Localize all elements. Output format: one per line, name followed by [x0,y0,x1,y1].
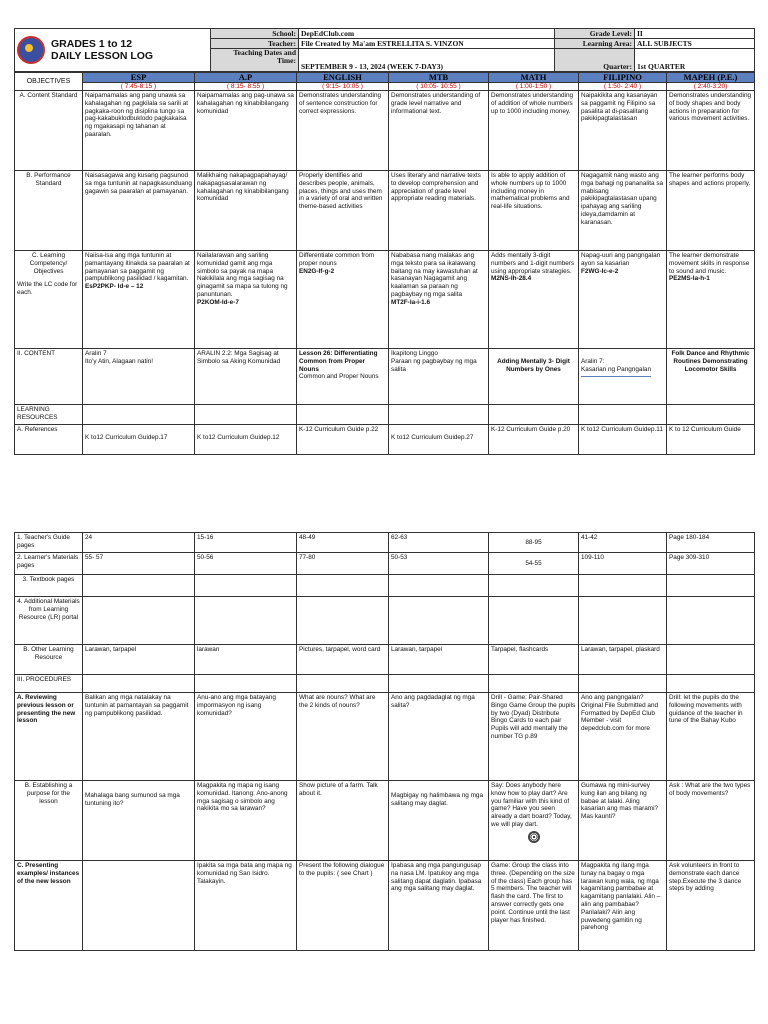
teachers-guide-cell: 88-95 [489,533,579,553]
establishing-cell [489,781,579,861]
header-table [14,28,755,72]
time-filipino: ( 1:50- 2:40 ) [579,83,667,91]
competency-cell [667,251,755,349]
presenting-cell: Ipakita sa mga bata ang mapa ng komunidad ng San Isidro. Talakayin. [195,861,297,951]
establishing-cell [389,781,489,861]
performance-standard-cell: Malikhaing nakapagpapahayag/ nakapagsasalarawan ng kahalagahan ng kinabibilangang komunidad [195,171,297,251]
competency-label-note: Write the LC code for each. [17,281,78,297]
establishing-cell: Show picture of a farm. Talk about it. [297,781,389,861]
content-cell [297,349,389,405]
empty-cell [579,675,667,693]
establishing-cell: Magpakita ng mapa ng isang komunidad. Itanong: Ano-anong mga sagisag o simbolo ang nakikita mo sa larawan? [195,781,297,861]
empty-cell [297,675,389,693]
empty-cell [389,575,489,597]
competency-text: The learner demonstrate movement skills in response to sound and music. [669,252,750,275]
presenting-label: C. Presenting examples/ instances of the new lesson [15,861,83,951]
learners-materials-cell: 50-53 [389,553,489,575]
empty-cell [667,575,755,597]
lc-code: P2KOM-Id-e-7 [197,298,239,306]
empty-cell [195,575,297,597]
learners-materials-cell: 54-55 [489,553,579,575]
performance-standard-cell: Properly identifies and describes people, animals, places, things and uses them in a variety of oral and written theme-based activities [297,171,389,251]
references-cell [389,425,489,455]
content-title: Lesson 26: Differentiating Common from Proper Nouns [299,350,378,373]
teachers-guide-cell: 62-63 [389,533,489,553]
presenting-cell: Magpakita ng ilang mga tunay na bagay o mga larawan kung wala, ng mga kagamitang pambabae at kagamitang panlalaki. Alin –alin ang pambabae? Panlalaki? Alin ang puwedeng gamitin ng parehong [579,861,667,951]
reviewing-cell: Drill - Game: Pair-Shared Bingo Game Group the pupils by two (Dyad) Distribute Bingo Cards to each pair Pupils will add mentally the number TG p.89 [489,693,579,781]
other-resources-cell: Pictures, tarpapel, word card [297,645,389,675]
school-label: School: [211,29,299,39]
reviewing-cell: Ano ang pagdadaglat ng mga salita? [389,693,489,781]
empty-cell [195,675,297,693]
reviewing-cell: Balikan ang mga natalakay na tuntunin at pamantayan sa paggamit ng pampublikong pasilidad. [83,693,195,781]
establishing-text: Say: Does anybody here know how to play dart? Are you familiar with this kind of game? Have you seen already a dart board? Today, we will play dart. [491,782,572,828]
area-value: ALL SUBJECTS [635,39,755,49]
empty-cell [389,405,489,425]
empty-cell [297,597,389,645]
competency-cell [83,251,195,349]
empty-cell [489,675,579,693]
dartboard-icon [528,831,540,843]
content-cell [195,349,297,405]
empty-cell [579,575,667,597]
teachers-guide-cell: Page 180-184 [667,533,755,553]
title-block [15,29,211,72]
teachers-guide-cell: 41-42 [579,533,667,553]
empty-cell [667,675,755,693]
other-resources-cell: Larawan, tarpapel [83,645,195,675]
content-title: Folk Dance and Rhythmic Routines Demonstrating Locomotor Skills [671,350,750,373]
content-body: Paraan ng pagbaybay ng mga salita [391,357,477,373]
other-resources-cell: Tarpapel, flashcards [489,645,579,675]
quarter-label: Quarter: [555,49,635,72]
empty-cell [389,675,489,693]
subject-math: MATH [489,73,579,83]
references-cell: K to 12 Curriculum Guide [667,425,755,455]
content-body: Kasarian ng Pangngalan [581,365,651,373]
references-cell [83,425,195,455]
empty-cell [489,575,579,597]
empty-cell [667,597,755,645]
establishing-text: Mahalaga bang sumunod sa mga tuntuning ito? [85,792,180,807]
empty-cell [83,405,195,425]
teachers-guide-cell: 24 [83,533,195,553]
title-line1: GRADES 1 to 12 [51,38,133,50]
establishing-cell [83,781,195,861]
competency-text: Adds mentally 3-digit numbers and 1-digit numbers using appropriate strategies. [491,252,575,275]
content-title: Ikapitong Linggo [391,350,438,357]
school-value: DepEdClub.com [299,29,555,39]
content-cell [389,349,489,405]
teacher-value: File Created by Ma'am ESTRELLITA S. VINZON [299,39,555,49]
empty-cell [195,405,297,425]
content-label: II. CONTENT [15,349,83,405]
references-cell: K-12 Curriculum Guide p.20 [489,425,579,455]
other-resources-cell [667,645,755,675]
presenting-cell: Game: Group the class into three. (Depending on the size of the class) Each group has 5 members. The teacher will flash the card. The first to answer correctly gets one point. Continue until the last player has finished. [489,861,579,951]
content-standard-cell: Naipakikita ang kasanayan sa paggamit ng Filipino sa pasalita at di-pasalitang pakikipagtalastasan [579,91,667,171]
content-title: Adding Mentally 3- Digit Numbers by Ones [497,358,570,373]
empty-cell [83,597,195,645]
grade-value: II [635,29,755,39]
other-resources-cell: Larawan, tarpapel, plaskard [579,645,667,675]
time-mtb: ( 10:05- 10:55 ) [389,83,489,91]
content-body: Ito'y Atin, Alagaan natin! [85,357,154,365]
competency-cell [297,251,389,349]
content-standard-cell: Demonstrates understanding of body shapes and body actions in preparation for various movement activities. [667,91,755,171]
teachers-guide-cell: 15-16 [195,533,297,553]
references-text: K to12 Curriculum Guidep.27 [391,434,474,441]
time-ap: ( 8:15- 8:55 ) [195,83,297,91]
learners-materials-cell: 77-80 [297,553,389,575]
learners-materials-cell: 55- 57 [83,553,195,575]
references-text: K to12 Curriculum Guidep.17 [85,434,168,441]
presenting-cell: Ask volunteers in front to demonstrate each dance step.Execute the 3 dance steps by adding [667,861,755,951]
competency-cell [489,251,579,349]
competency-label-main: C. Learning Competency/ Objectives [29,252,68,275]
competency-cell [579,251,667,349]
content-standard-cell: Demonstrates understanding of grade level narrative and informational text. [389,91,489,171]
time-esp: ( 7:45-8:15 ) [83,83,195,91]
establishing-text: Magbigay ng halimbawa ng mga salitang may daglat. [391,792,484,807]
learning-resources-label: LEARNING RESOURCES [15,405,83,425]
learners-materials-cell: 109-110 [579,553,667,575]
grade-label: Grade Level: [555,29,635,39]
area-label: Learning Area: [555,39,635,49]
empty-cell [489,597,579,645]
procedures-label: III. PROCEDURES [15,675,83,693]
performance-standard-cell: Uses literary and narrative texts to develop comprehension and appreciation of grade level appropriate reading materials. [389,171,489,251]
additional-materials-label: 4. Additional Materials from Learning Resource (LR) portal [15,597,83,645]
competency-cell [389,251,489,349]
competency-text: Naiisa-isa ang mga tuntunin at pamantayang itinakda sa paaralan at pamayanan sa paggamit ng pampublikong pasilidad / kagamitan. [85,252,190,283]
content-standard-cell: Demonstrates understanding of addition of whole numbers up to 1000 including money. [489,91,579,171]
content-standard-cell: Naipamamalas ang pang unawa sa kahalagahan ng pagkilala sa sarili at pagkaka-roon ng disiplina tungo sa pag-kakabuklodbuklodo pagkakaisa ng mgakasapi ng tahanan at paaralan. [83,91,195,171]
time-mapeh: ( 2:40-3:20) [667,83,755,91]
subject-english: ENGLISH [297,73,389,83]
presenting-cell: Present the following dialogue to the pupils: ( see Chart ) [297,861,389,951]
subject-mapeh: MAPEH (P.E.) [667,73,755,83]
content-cell [667,349,755,405]
other-resources-cell: larawan [195,645,297,675]
presenting-cell: Ipabasa ang mga pangungusap na nasa LM. Ipatukoy ang mga salitang dapat daglatin. Ipabasa ang mga salitang may daglat. [389,861,489,951]
learners-materials-cell: 50-56 [195,553,297,575]
performance-standard-label: B. Performance Standard [15,171,83,251]
competency-text: Napag-uuri ang pangngalan ayon sa kasarian [581,252,661,267]
empty-cell [195,597,297,645]
content-title: Aralin 7 [85,350,107,357]
lesson-table-page2 [14,532,755,951]
references-cell: K-12 Curriculum Guide p.22 [297,425,389,455]
learners-materials-cell: Page 309-310 [667,553,755,575]
deped-seal-icon [17,36,45,64]
presenting-cell [83,861,195,951]
quarter-value: 1st QUARTER [635,49,755,72]
other-resources-cell: Larawan, tarpapel [389,645,489,675]
content-cell [489,349,579,405]
competency-text: Nailalarawan ang sariling komunidad gamit ang mga simbolo sa payak na mapa Nakikilala ang mga sagisag na ginagamit sa mapa sa tulong ng panuntunan. [197,252,288,298]
lc-code: EN2G-If-g-2 [299,267,335,275]
content-title: Aralin 7: [581,358,605,365]
references-label: A. References [15,425,83,455]
empty-cell [579,597,667,645]
competency-text: Nababasa nang malakas ang mga teksto para sa ikalawang baitang na may kawastuhan at kasanayan Nagagamit ang kaalaman sa paraan ng pagbaybay ng mga salita [391,252,478,298]
other-resources-label: B. Other Learning Resource [15,645,83,675]
textbook-label: 3. Textbook pages [15,575,83,597]
empty-cell [297,405,389,425]
subject-ap: A.P [195,73,297,83]
performance-standard-cell: Naisasagawa ang kusang pagsunod sa mga tuntunin at napagkasunduang gagawin sa paaralan at pamayanan. [83,171,195,251]
content-cell [83,349,195,405]
establishing-cell: Ask : What are the two types of body movements? [667,781,755,861]
references-cell: K to12 Curriculum Guidep.11 [579,425,667,455]
lc-code: EsP2PKP- Id-e – 12 [85,283,144,291]
teachers-guide-cell: 48-49 [297,533,389,553]
empty-cell [389,597,489,645]
teacher-label: Teacher: [211,39,299,49]
teachers-guide-label: 1. Teacher's Guide pages [15,533,83,553]
content-standard-label: A. Content Standard [15,91,83,171]
empty-cell [667,405,755,425]
performance-standard-cell: Is able to apply addition of whole numbers up to 1000 including money in mathematical problems and real-life situations. [489,171,579,251]
content-standard-cell: Demonstrates understanding of sentence construction for correct expressions. [297,91,389,171]
content-cell [579,349,667,405]
competency-label [15,251,83,349]
establishing-cell: Gumawa ng mini-survey kung ilan ang bilang ng babae at lalaki. Aling kasarian ang mas marami? Mas kaunti? [579,781,667,861]
subject-esp: ESP [83,73,195,83]
reviewing-cell: Drill: let the pupils do the following movements with guidance of the teacher in tune of the Bahay Kubo [667,693,755,781]
lc-code: MT2F-Ia-i-1.6 [391,298,431,306]
time-math: ( 1:00-1:50 ) [489,83,579,91]
empty-cell [83,675,195,693]
competency-text: Differentiate common from proper nouns [299,252,375,267]
references-cell [195,425,297,455]
title-line2: DAILY LESSON LOG [51,50,154,62]
establishing-label: B. Establishing a purpose for the lesson [15,781,83,861]
reviewing-cell: What are nouns? What are the 2 kinds of nouns? [297,693,389,781]
empty-cell [297,575,389,597]
underline-decoration [581,376,651,377]
reviewing-cell: Anu-ano ang mga batayang impormasyon ng isang komunidad? [195,693,297,781]
competency-cell [195,251,297,349]
lesson-table-page1 [14,72,755,455]
content-title: ARALIN 2.2: Mga Sagisag at Simbolo sa Aking Komunidad [197,350,281,365]
empty-cell [489,405,579,425]
content-standard-cell: Naipamamalas ang pag-unawa sa kahalagahan ng kinabibilangang komunidad [195,91,297,171]
objectives-header: OBJECTIVES [15,73,83,91]
dates-label: Teaching Dates and Time: [211,49,299,72]
lc-code: M2NS-Ih-28.4 [491,275,532,283]
references-text: K to12 Curriculum Guidep.12 [197,434,280,441]
performance-standard-cell: The learner performs body shapes and actions properly. [667,171,755,251]
lc-code: PE2MS-Ia-h-1 [669,275,710,283]
time-english: ( 9:15- 10:05 ) [297,83,389,91]
subject-mtb: MTB [389,73,489,83]
performance-standard-cell: Nagagamit nang wasto ang mga bahagi ng pananalita sa mabisang pakikipagtalastasan upang ipahayag ang sariling ideya,damdamin at karanasan. [579,171,667,251]
subject-filipino: FILIPINO [579,73,667,83]
reviewing-label: A. Reviewing previous lesson or presenting the new lesson [15,693,83,781]
empty-cell [579,405,667,425]
reviewing-cell: Ano ang pangngalan? Original File Submitted and Formatted by DepEd Club Member - visit depedclub.com for more [579,693,667,781]
dates-value: SEPTEMBER 9 - 13, 2024 (WEEK 7-DAY3) [299,49,555,72]
content-body: Common and Proper Nouns [299,373,379,381]
lc-code: F2WG-Ic-e-2 [581,267,619,275]
learners-materials-label: 2. Learner's Materials pages [15,553,83,575]
empty-cell [83,575,195,597]
